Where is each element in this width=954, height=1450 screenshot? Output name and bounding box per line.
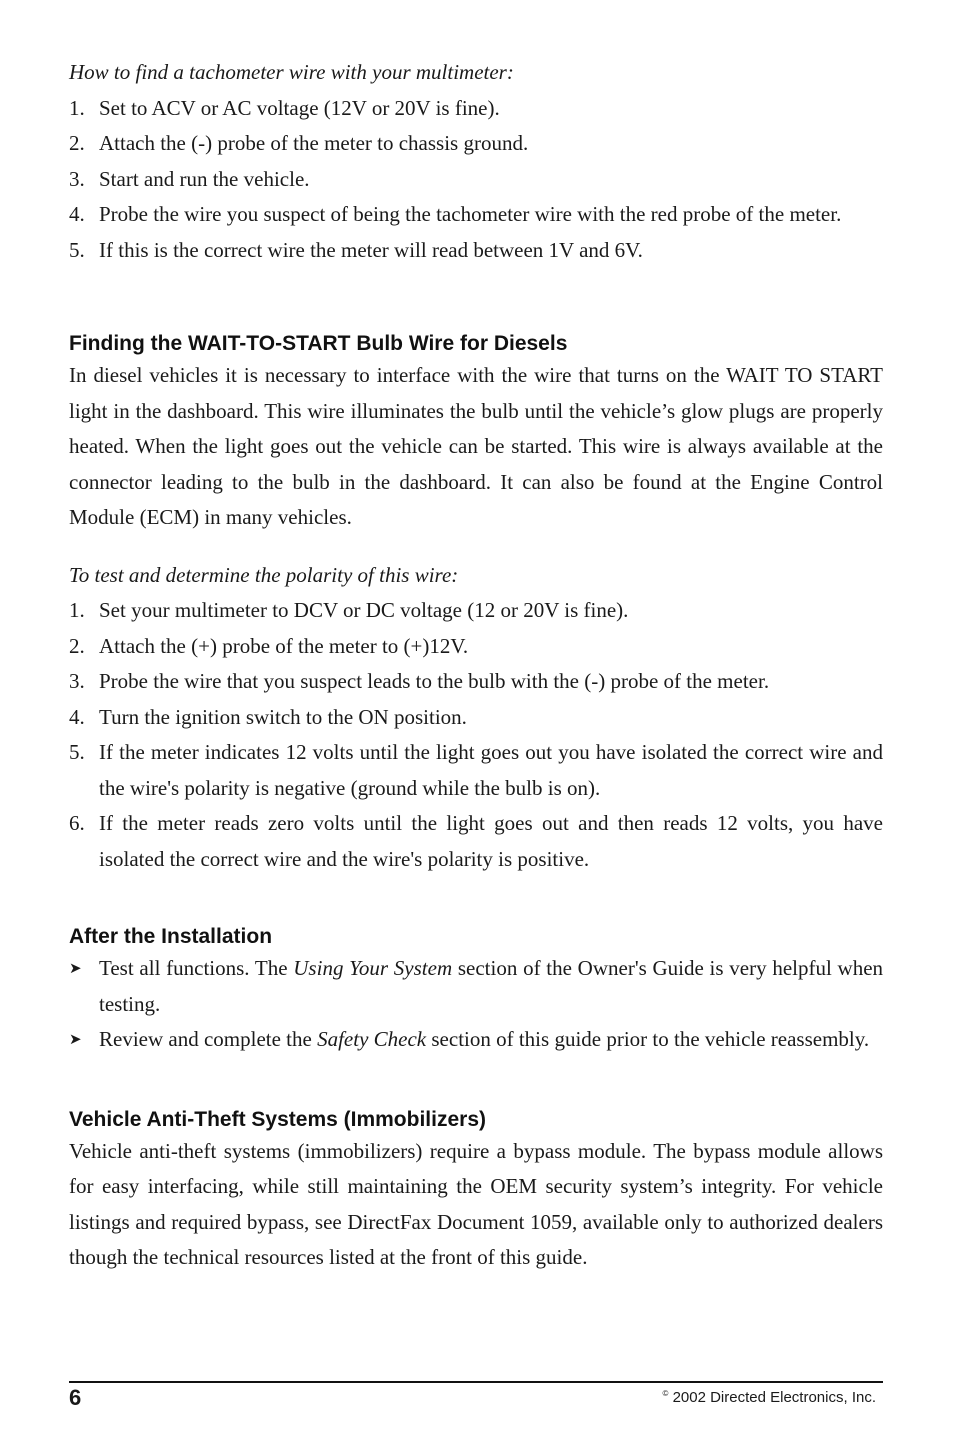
step-text: If this is the correct wire the meter will read between 1V and 6V. [99,237,643,262]
step-text: If the meter reads zero volts until the light goes out and then reads 12 volts, you have isolated the correct wire and the wire's polarity is positive. [99,811,883,871]
bullet-text [99,951,883,1022]
bullet-text-start: Test all functions. The [99,956,294,980]
list-item [69,593,883,629]
step-text: Turn the ignition switch to the ON position. [99,704,467,729]
bullet-text [99,1022,883,1058]
diesel-paragraph: In diesel vehicles it is necessary to interface with the wire that turns on the WAIT TO START light in the dashboard. This wire illuminates the bulb until the vehicle’s glow plugs are properly heated. When the light goes out the vehicle can be started. This wire is always available at the connector leading to the bulb in the dashboard. It can also be found at the Engine Control Module (ECM) in many vehicles. [69,363,883,529]
step-number: 2. [69,633,85,658]
guide-section-reference: Using Your System [293,956,453,980]
list-item [69,735,883,806]
step-number: 1. [69,598,85,622]
list-item [69,233,883,269]
step-text: Set to ACV or AC voltage (12V or 20V is fine). [99,95,500,120]
immobilizers-paragraph: Vehicle anti-theft systems (immobilizers) require a bypass module. The bypass module allows for easy interfacing, while still maintaining the OEM security system’s integrity. For vehicle listings and required bypass, see DirectFax Document 1059, available only to authorized dealers though the technical resources listed at the front of this guide. [69,1138,883,1269]
step-text: Start and run the vehicle. [99,166,310,191]
list-item [69,951,883,1022]
step-number: 2. [69,131,85,155]
polarity-steps-list [69,593,883,877]
page-footer [69,1381,883,1410]
step-number: 4. [69,704,85,729]
step-number: 4. [69,202,85,226]
step-text: Attach the (+) probe of the meter to (+)12V. [99,633,469,658]
after-install-bullets [69,951,883,1058]
list-item [69,664,883,700]
list-item [69,1022,883,1058]
step-number: 3. [69,669,85,693]
section-heading-after-installation: After the Installation [69,925,273,948]
step-number: 1. [69,95,85,120]
list-item [69,629,883,665]
polarity-intro: To test and determine the polarity of this wire: [69,562,459,587]
list-item [69,126,883,162]
list-item [69,197,883,233]
bullet-text-start: Review and complete the [99,1027,318,1051]
step-text: Probe the wire that you suspect leads to the bulb with the (-) probe of the meter. [99,669,770,693]
tach-intro: How to find a tachometer wire with your multimeter: [69,60,514,84]
list-item [69,91,883,127]
step-text: Probe the wire you suspect of being the tachometer wire with the red probe of the meter. [99,202,842,226]
page-number: 6 [69,1385,82,1410]
arrow-bullet-icon: ➤ [69,959,82,977]
bullet-text-end: section of this guide prior to the vehicle reassembly. [426,1027,870,1051]
document-page [69,55,883,1276]
step-number: 5. [69,740,85,764]
list-item [69,700,883,736]
step-number: 5. [69,237,85,262]
copyright-notice [662,1389,876,1406]
section-heading-immobilizers: Vehicle Anti-Theft Systems (Immobilizers) [69,1107,486,1131]
step-text: If the meter indicates 12 volts until the light goes out you have isolated the correct wire and the wire's polarity is negative (ground while the bulb is on). [99,740,883,800]
guide-section-reference: Safety Check [317,1027,427,1051]
tach-steps-list [69,91,883,269]
copyright-symbol: © [662,1389,669,1398]
arrow-bullet-icon: ➤ [69,1030,82,1048]
copyright-text: 2002 Directed Electronics, Inc. [672,1389,876,1406]
step-text: Attach the (-) probe of the meter to chassis ground. [99,131,529,155]
step-number: 6. [69,811,85,835]
step-number: 3. [69,166,85,191]
step-text: Set your multimeter to DCV or DC voltage (12 or 20V is fine). [99,598,629,622]
list-item [69,162,883,198]
section-heading-wait-to-start: Finding the WAIT-TO-START Bulb Wire for Diesels [69,332,568,355]
list-item [69,806,883,877]
bullet-text-end: section of the Owner's Guide is very helpful when testing. [99,956,884,1016]
